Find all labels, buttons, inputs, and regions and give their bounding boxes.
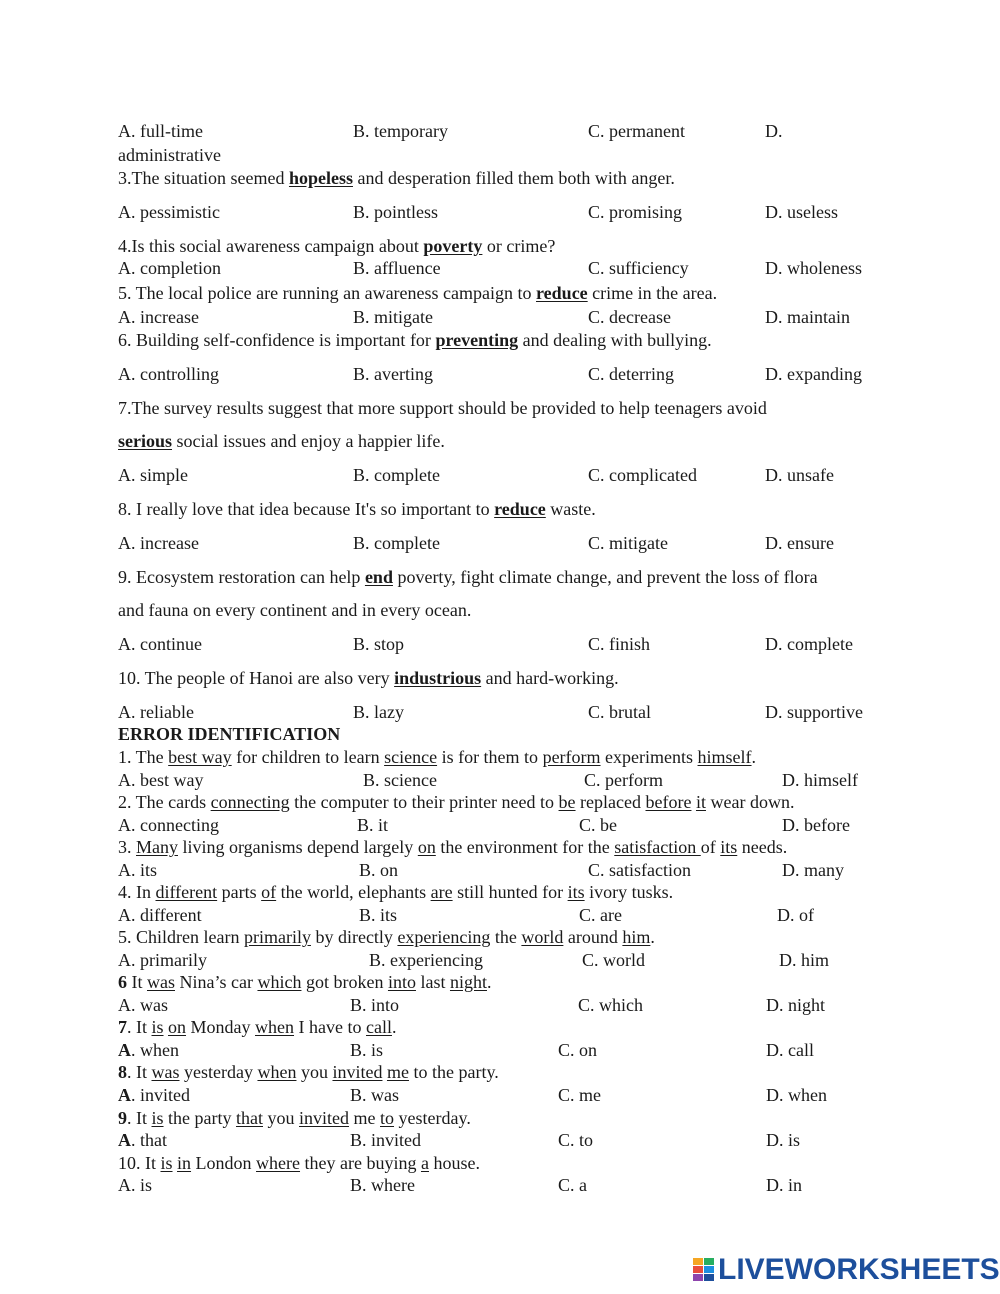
e2-underline-b: be — [558, 792, 576, 812]
q10-option-c[interactable]: C. brutal — [588, 702, 651, 722]
e4-underline-c: are — [430, 882, 453, 902]
q8-option-a[interactable]: A. increase — [118, 533, 199, 553]
e1-option-a[interactable]: A. best way — [118, 770, 204, 790]
e9-underline-b: that — [236, 1108, 263, 1128]
e1-option-c[interactable]: C. perform — [584, 770, 663, 790]
e8-option-d[interactable]: D. when — [766, 1085, 827, 1105]
e6-option-b[interactable]: B. into — [350, 995, 400, 1015]
q5-option-d[interactable]: D. maintain — [765, 307, 850, 327]
q7-question-line1: 7.The survey results suggest that more support should be provided to help teenagers avoid — [118, 398, 767, 418]
e8-underline-b: when — [257, 1062, 297, 1082]
e7-option-d[interactable]: D. call — [766, 1040, 814, 1060]
e1-underline-c: perform — [542, 747, 601, 767]
q9-option-a[interactable]: A. continue — [118, 634, 202, 654]
e7-underline-a: is — [151, 1017, 164, 1037]
q10-question: 10. The people of Hanoi are also very industrious and hard-working. — [118, 668, 619, 688]
q5-question: 5. The local police are running an awareness campaign to reduce crime in the area. — [118, 283, 718, 303]
e5-option-a[interactable]: A. primarily — [118, 950, 207, 970]
q6-option-a[interactable]: A. controlling — [118, 364, 219, 384]
e2-option-d[interactable]: D. before — [782, 815, 850, 835]
e4-sentence: 4. In different parts of the world, elephants are still hunted for its ivory tusks. — [118, 882, 674, 902]
q5-option-c[interactable]: C. decrease — [588, 307, 671, 327]
e4-option-c[interactable]: C. are — [579, 905, 622, 925]
e4-underline-b: of — [261, 882, 277, 902]
e10-underline-c: where — [256, 1153, 301, 1173]
e1-underline-b: science — [384, 747, 438, 767]
e2-option-a[interactable]: A. connecting — [118, 815, 219, 835]
liveworksheets-logo-icon — [692, 1257, 716, 1283]
e3-option-b[interactable]: B. on — [359, 860, 399, 880]
e9-option-c[interactable]: C. to — [558, 1130, 594, 1150]
q10-option-d[interactable]: D. supportive — [765, 702, 863, 722]
e5-underline-d: him — [622, 927, 651, 947]
e9-underline-c: invited — [299, 1108, 349, 1128]
q3-keyword: hopeless — [288, 168, 353, 188]
e1-underline-d: himself — [697, 747, 752, 767]
e1-option-d[interactable]: D. himself — [782, 770, 858, 790]
q3-option-b[interactable]: B. pointless — [353, 202, 439, 222]
e6-option-a[interactable]: A. was — [118, 995, 168, 1015]
section-heading-error-identification: ERROR IDENTIFICATION — [118, 724, 341, 744]
q10-option-b[interactable]: B. lazy — [353, 702, 404, 722]
q2-option-d[interactable]: D. — [765, 121, 783, 141]
e7-underline-b: on — [168, 1017, 187, 1037]
e6-underline-d: night — [449, 972, 487, 992]
e2-underline-d: it — [695, 792, 706, 812]
e5-underline-a: primarily — [243, 927, 311, 947]
q7-option-d[interactable]: D. unsafe — [765, 465, 834, 485]
e1-option-b[interactable]: B. science — [363, 770, 437, 790]
e10-option-a[interactable]: A. is — [118, 1175, 153, 1195]
q2-option-c[interactable]: C. permanent — [588, 121, 685, 141]
e5-option-d[interactable]: D. him — [779, 950, 830, 970]
q8-option-d[interactable]: D. ensure — [765, 533, 834, 553]
q7-option-b[interactable]: B. complete — [353, 465, 440, 485]
q4-option-c[interactable]: C. sufficiency — [588, 258, 689, 278]
liveworksheets-logo — [692, 1254, 1000, 1286]
e6-underline-a: was — [147, 972, 175, 992]
e9-option-b[interactable]: B. invited — [350, 1130, 421, 1150]
e7-underline-c: when — [255, 1017, 295, 1037]
q4-option-d[interactable]: D. wholeness — [765, 258, 862, 278]
q8-question: 8. I really love that idea because It's so important to reduce waste. — [118, 499, 596, 519]
e9-sentence: 9. It is the party that you invited me to yesterday. — [118, 1108, 471, 1128]
e7-option-a[interactable]: A. when — [118, 1040, 179, 1060]
e3-option-a[interactable]: A. its — [118, 860, 158, 880]
e1-underline-a: best way — [168, 747, 232, 767]
q7-option-a[interactable]: A. simple — [118, 465, 188, 485]
q10-keyword: industrious — [394, 668, 482, 688]
e6-option-c[interactable]: C. which — [578, 995, 643, 1015]
e8-sentence: 8. It was yesterday when you invited me to the party. — [118, 1062, 499, 1082]
e9-option-d[interactable]: D. is — [766, 1130, 801, 1150]
e3-option-c[interactable]: C. satisfaction — [588, 860, 691, 880]
q10-option-a[interactable]: A. reliable — [118, 702, 194, 722]
e10-option-d[interactable]: D. in — [766, 1175, 802, 1195]
e6-sentence: 6 It was Nina’s car which got broken into last night. — [118, 972, 492, 992]
e7-sentence: 7. It is on Monday when I have to call. — [118, 1017, 397, 1037]
q3-option-a[interactable]: A. pessimistic — [118, 202, 220, 222]
e9-underline-a: is — [151, 1108, 164, 1128]
e6-underline-b: which — [257, 972, 302, 992]
e2-underline-a: connecting — [210, 792, 290, 812]
q6-option-c[interactable]: C. deterring — [588, 364, 674, 384]
e3-option-d[interactable]: D. many — [782, 860, 844, 880]
e2-option-b[interactable]: B. it — [357, 815, 389, 835]
e8-underline-a: was — [151, 1062, 180, 1082]
q9-option-b[interactable]: B. stop — [353, 634, 405, 654]
e10-underline-b: in — [177, 1153, 192, 1173]
e10-underline-d: a — [420, 1153, 429, 1173]
q9-option-d[interactable]: D. complete — [765, 634, 853, 654]
e5-option-b[interactable]: B. experiencing — [369, 950, 483, 970]
e7-underline-d: call — [366, 1017, 392, 1037]
q9-keyword: end — [364, 567, 393, 587]
q6-option-b[interactable]: B. averting — [353, 364, 433, 384]
e5-option-c[interactable]: C. world — [582, 950, 645, 970]
e5-underline-c: world — [521, 927, 564, 947]
q8-keyword: reduce — [494, 499, 546, 519]
q6-keyword: preventing — [435, 330, 519, 350]
e8-underline-d: me — [386, 1062, 409, 1082]
q4-option-b[interactable]: B. affluence — [353, 258, 441, 278]
q2-option-b[interactable]: B. temporary — [353, 121, 448, 141]
e5-sentence: 5. Children learn primarily by directly experiencing the world around him. — [118, 927, 655, 947]
q4-question: 4.Is this social awareness campaign about poverty or crime? — [118, 236, 556, 256]
q9-option-c[interactable]: C. finish — [588, 634, 651, 654]
e2-sentence: 2. The cards connecting the computer to their printer need to be replaced before it wear down. — [118, 792, 795, 812]
e4-option-b[interactable]: B. its — [359, 905, 398, 925]
q5-option-b[interactable]: B. mitigate — [353, 307, 433, 327]
q7-option-c[interactable]: C. complicated — [588, 465, 697, 485]
q3-option-c[interactable]: C. promising — [588, 202, 683, 222]
e4-underline-d: its — [567, 882, 585, 902]
e5-underline-b: experiencing — [397, 927, 491, 947]
q8-option-b[interactable]: B. complete — [353, 533, 440, 553]
e3-sentence: 3. Many living organisms depend largely on the environment for the satisfaction of its needs. — [118, 837, 788, 857]
q9-question-line2: and fauna on every continent and in every ocean. — [118, 600, 472, 620]
e1-sentence: 1. The best way for children to learn science is for them to perform experiments himself. — [118, 747, 757, 767]
e10-underline-a: is — [160, 1153, 173, 1173]
e10-sentence: 10. It is in London where they are buying a house. — [118, 1153, 480, 1173]
e7-option-b[interactable]: B. is — [350, 1040, 384, 1060]
q2-option-d-continued: administrative — [118, 145, 221, 165]
q8-option-c[interactable]: C. mitigate — [588, 533, 668, 553]
e9-option-a[interactable]: A. that — [118, 1130, 167, 1150]
e9-underline-d: to — [380, 1108, 395, 1128]
e3-underline-a: Many — [136, 837, 178, 857]
liveworksheets-logo-text: LIVEWORKSHEETS — [718, 1253, 1000, 1286]
q4-option-a[interactable]: A. completion — [118, 258, 221, 278]
e8-underline-c: invited — [332, 1062, 383, 1082]
q4-keyword: poverty — [423, 236, 483, 256]
q7-keyword: serious — [118, 431, 172, 451]
e2-option-c[interactable]: C. be — [579, 815, 617, 835]
e3-underline-b: on — [417, 837, 436, 857]
e4-underline-a: different — [155, 882, 218, 902]
e10-option-b[interactable]: B. where — [350, 1175, 415, 1195]
e8-option-c[interactable]: C. me — [558, 1085, 601, 1105]
q2-option-a[interactable]: A. full-time — [118, 121, 203, 141]
e6-underline-c: into — [387, 972, 416, 992]
e10-option-c[interactable]: C. a — [558, 1175, 587, 1195]
e7-option-c[interactable]: C. on — [558, 1040, 598, 1060]
e3-underline-d: its — [720, 837, 738, 857]
e6-option-d[interactable]: D. night — [766, 995, 826, 1015]
q9-question-line1: 9. Ecosystem restoration can help end poverty, fight climate change, and prevent the loss of flora — [118, 567, 818, 587]
q6-option-d[interactable]: D. expanding — [765, 364, 862, 384]
q5-option-a[interactable]: A. increase — [118, 307, 199, 327]
e4-option-a[interactable]: A. different — [118, 905, 202, 925]
q5-keyword: reduce — [536, 283, 588, 303]
q6-question: 6. Building self-confidence is important for preventing and dealing with bullying. — [118, 330, 712, 350]
e3-underline-c: satisfaction — [614, 837, 701, 857]
q3-option-d[interactable]: D. useless — [765, 202, 838, 222]
e8-option-b[interactable]: B. was — [350, 1085, 399, 1105]
e2-underline-c: before — [645, 792, 692, 812]
q3-question: 3.The situation seemed hopeless and desperation filled them both with anger. — [118, 168, 675, 188]
e8-option-a[interactable]: A. invited — [118, 1085, 190, 1105]
e4-option-d[interactable]: D. of — [777, 905, 814, 925]
q7-question-line2: serious social issues and enjoy a happier life. — [118, 431, 445, 451]
